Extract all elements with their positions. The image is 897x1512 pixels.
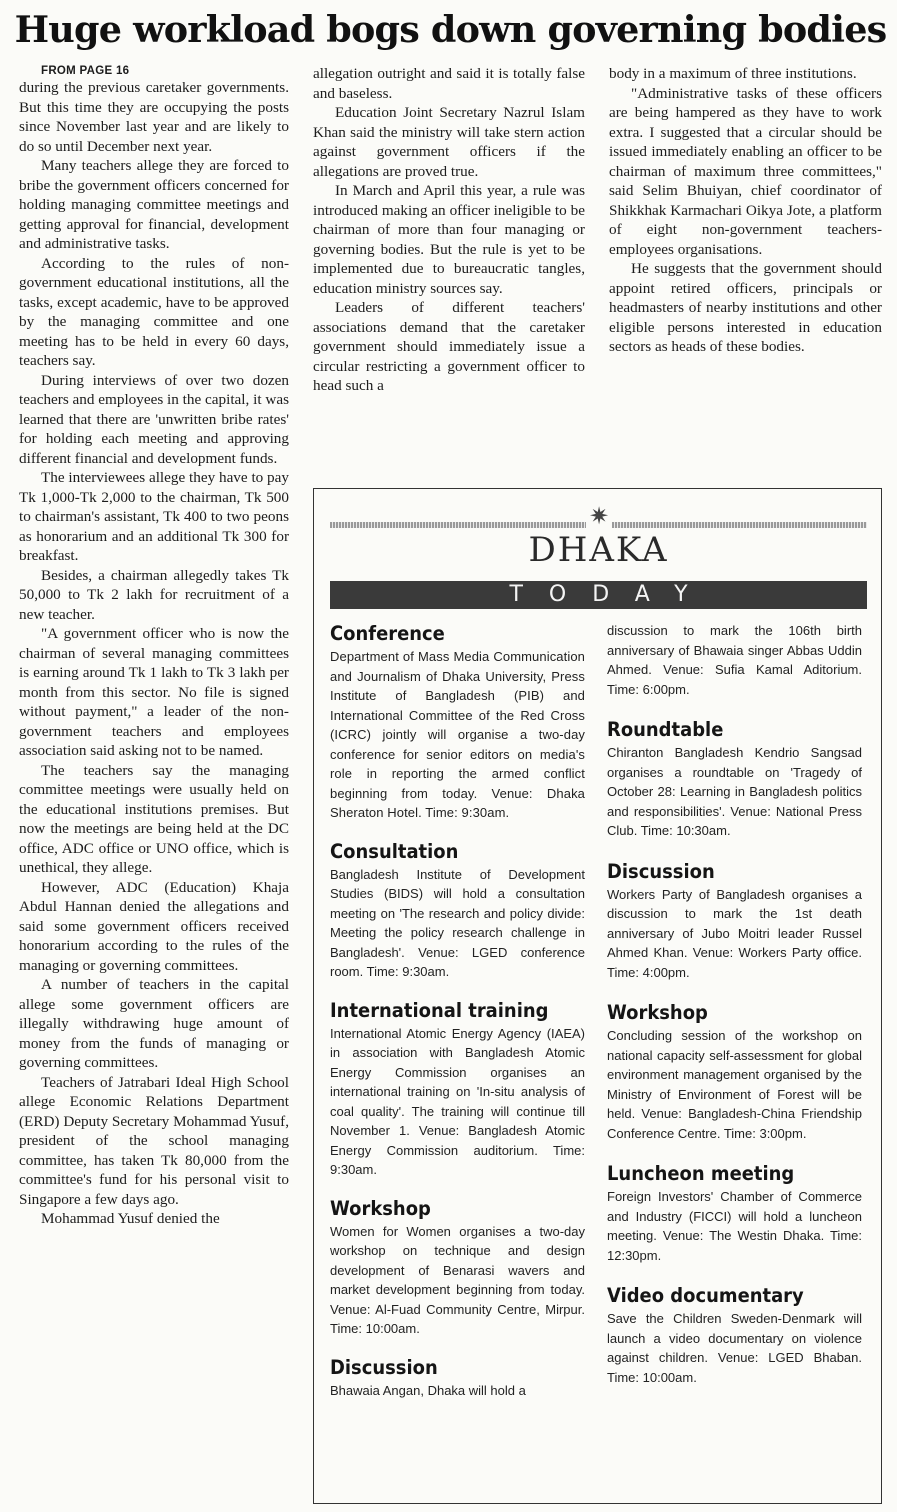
paragraph: In March and April this year, a rule was introduced making an officer ineligible to be chairman of more than four managing or governing bodies. But the rule is yet to be implemented due to bureaucratic tangles, education ministry sources say. [313, 182, 585, 297]
article-headline: Huge workload bogs down governing bodies [14, 8, 887, 51]
paragraph: Many teachers allege they are forced to bribe the government officers concerned for holding managing committee meetings and getting approval for financial, development and administrative tasks. [19, 157, 289, 252]
event-description: Bhawaia Angan, Dhaka will hold a [330, 1382, 526, 1398]
today-banner: TODAY [330, 581, 867, 609]
paragraph: According to the rules of non-government educational institutions, all the tasks, except academic, have to be approved by the managing committee and one meeting has to be held in every 60 days, teachers say. [19, 254, 289, 369]
events-column-right [607, 621, 862, 1481]
event-description: International Atomic Energy Agency (IAEA) in association with Bangladesh Atomic Energy Commission organises an international training on 'In-situ analysis of coal quality'. The training will continue till November 1. Venue: Bangladesh Atomic Energy Commission auditorium. Time: 9:30am. [330, 1025, 585, 1177]
event-description: discussion to mark the 106th birth anniversary of Bhawaia singer Abbas Uddin Ahmed. Venue: Sufia Kamal Aditorium. Time: 6:00pm. [607, 623, 862, 697]
event-description: Bangladesh Institute of Development Studies (BIDS) will hold a consultation meeting on 'The research and policy divide: Meeting the policy research challenge in Bangladesh'. Venue: LGED conference room. Time: 9:30am. [330, 866, 585, 979]
event-category: Conference [330, 622, 445, 645]
paragraph: The interviewees allege they have to pay Tk 1,000-Tk 2,000 to the chairman, Tk 500 to chairman's assistant, Tk 400 to two peons as honorarium and an additional Tk 300 for breakfast. [19, 469, 289, 564]
event-description: Concluding session of the workshop on national capacity self-assessment for global environment management organised by the Ministry of Environment of Forest will be held. Venue: Bangladesh-China Friendship Conference Centre. Time: 3:00pm. [607, 1028, 862, 1141]
event-category: Discussion [330, 1355, 438, 1379]
dhaka-today-title: DHAKA [528, 530, 669, 570]
article-column-3 [609, 64, 882, 474]
paragraph: Besides, a chairman allegedly takes Tk 50,000 to Tk 2 lakh for recruitment of a new teacher. [19, 566, 289, 623]
paragraph: However, ADC (Education) Khaja Abdul Hannan denied the allegations and said some government officers received honorarium according to the rules of the managing or governing committees. [19, 878, 289, 974]
event-description: Foreign Investors' Chamber of Commerce and Industry (FICCI) will hold a luncheon meeting. Venue: The Westin Dhaka. Time: 12:30pm. [607, 1189, 862, 1263]
article-column-1 [19, 64, 289, 1504]
event-description: Women for Women organises a two-day workshop on technique and design development of Benarasi wavers and market development beginning from today. Venue: Al-Fuad Community Centre, Mirpur. Time: 10:00am. [330, 1223, 585, 1336]
paragraph: allegation outright and said it is totally false and baseless. [313, 65, 585, 102]
events-column-left [330, 621, 585, 1481]
paragraph: body in a maximum of three institutions. [609, 65, 857, 82]
event-category: Video documentary [607, 1284, 804, 1307]
event-category: Workshop [330, 1196, 431, 1220]
event-category: Discussion [607, 859, 715, 883]
paragraph: Leaders of different teachers' associations demand that the caretaker government should immediately issue a circular restricting a government officer to head such a [313, 299, 585, 394]
event-description: Chiranton Bangladesh Kendrio Sangsad organises a roundtable on 'Tragedy of October 28: Learning in Bangladesh politics and responsibilities'. Venue: National Press Club. Time: 10:30am. [607, 745, 862, 838]
paragraph: The teachers say the managing committee meetings were usually held on the educational institutions premises. But now the meetings are being held at the DC office, ADC office or UNO office, which is unethical, they allege. [19, 761, 289, 876]
event-category: Consultation [330, 839, 459, 863]
paragraph: "A government officer who is now the chairman of several managing committees is earning around Tk 1 lakh to Tk 3 lakh per month from this sector. No file is signed without payment," a leader of the non-government teachers and employees association said asking not to be named. [19, 625, 289, 759]
dhaka-today-box [313, 488, 882, 1504]
paragraph: Education Joint Secretary Nazrul Islam Khan said the ministry will take stern action against government officers if the allegations are proved true. [313, 104, 585, 180]
paragraph: Mohammad Yusuf denied the [41, 1210, 220, 1227]
paragraph: During interviews of over two dozen teachers and employees in the capital, it was learned that there are 'unwritten bribe rates' for holding each meeting and approving different financial and development funds. [19, 371, 289, 467]
article-column-2 [313, 64, 585, 474]
event-category: Roundtable [607, 718, 724, 741]
paragraph: Teachers of Jatrabari Ideal High School allege Economic Relations Department (ERD) Deputy Secretary Mohammad Yusuf, president of the school managing committee, has taken Tk 80,000 from the committee's fund for his personal visit to Singapore a few days ago. [19, 1073, 289, 1208]
event-description: Workers Party of Bangladesh organises a discussion to mark the 1st death anniversary of Jubo Moitri leader Russel Ahmed Khan. Venue: Workers Party office. Time: 4:00pm. [607, 886, 862, 980]
paragraph: A number of teachers in the capital allege some government officers are illegally withdrawing huge amount of money from the funds of managing or governing committees. [19, 976, 289, 1071]
paragraph: during the previous caretaker governments. But this time they are occupying the posts since November last year and are likely to do so until December next year. [19, 79, 289, 155]
paragraph: He suggests that the government should appoint retired officers, principals or headmasters of nearby institutions and other eligible persons interested in education sectors as heads of these bodies. [609, 260, 882, 355]
event-category: Workshop [607, 1001, 708, 1024]
event-description: Department of Mass Media Communication and Journalism of Dhaka University, Press Institute of Bangladesh (PIB) and International Committee of the Red Cross (ICRC) jointly will organise a two-day conference for senior editors on media's role in reporting the armed conflict beginning from today. Venue: Dhaka Sheraton Hotel. Time: 9:30am. [330, 649, 585, 820]
kicker-from-page: FROM PAGE 16 [41, 65, 130, 77]
paragraph: "Administrative tasks of these officers are being hampered as they have to work extra. I suggested that a circular should be issued immediately enabling an officer to be chairman of maximum three committees," said Selim Bhuiyan, chief coordinator of Shikkhak Karmachari Oikya Jote, a platform of eight non-government teachers-employees organisations. [609, 84, 882, 258]
sunburst-icon: ✷ [586, 501, 612, 531]
event-description: Save the Children Sweden-Denmark will launch a video documentary on violence against children. Venue: LGED Bhaban. Time: 10:00am. [607, 1311, 862, 1385]
event-category: International training [330, 998, 549, 1022]
event-category: Luncheon meeting [607, 1162, 795, 1185]
